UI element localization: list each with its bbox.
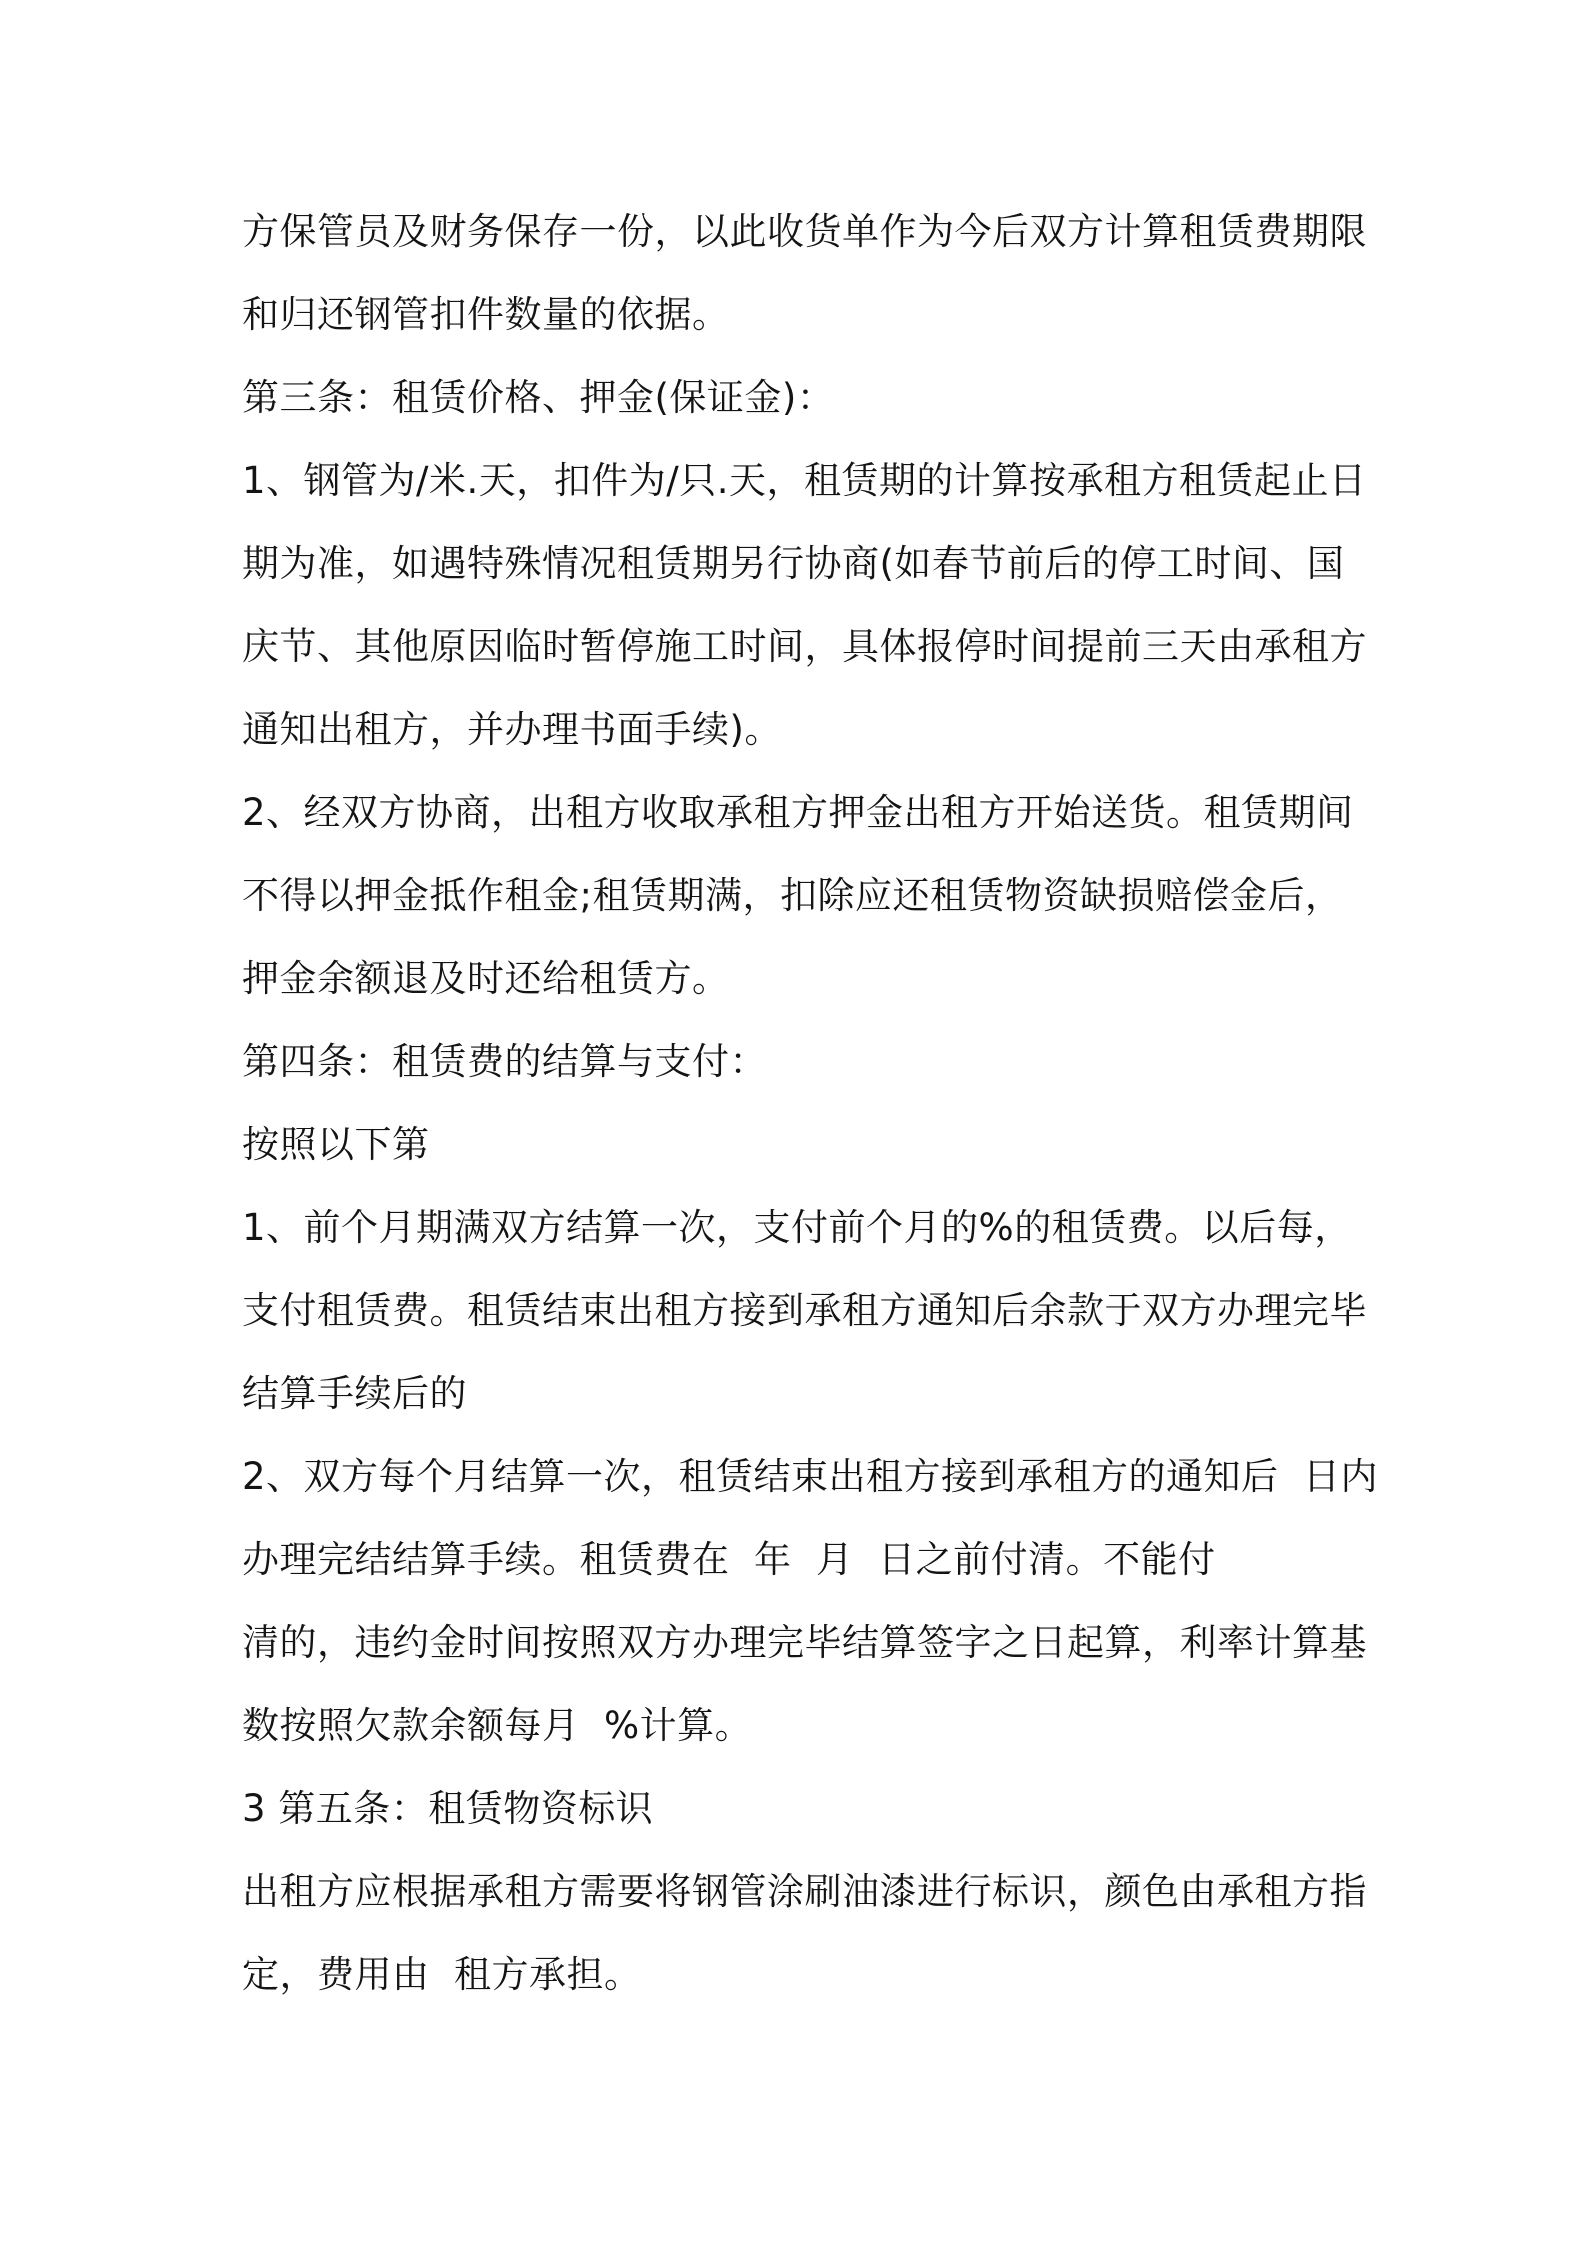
text-line: 1、钢管为/米.天，扣件为/只.天，租赁期的计算按承租方租赁起止日 (242, 459, 1367, 502)
text-line: 通知出租方，并办理书面手续)。 (242, 708, 782, 751)
text-line: 期为准，如遇特殊情况租赁期另行协商(如春节前后的停工时间、国 (242, 542, 1345, 585)
text-line: 办理完结结算手续。租赁费在 年 月 日之前付清。不能付 (242, 1538, 1216, 1581)
text-line: 2、双方每个月结算一次，租赁结束出租方接到承租方的通知后 日内 (242, 1455, 1379, 1498)
text-line: 定，费用由 租方承担。 (242, 1953, 642, 1996)
section-heading: 第三条：租赁价格、押金(保证金)： (242, 376, 835, 419)
text-line: 数按照欠款余额每月 %计算。 (242, 1704, 753, 1747)
text-line: 出租方应根据承租方需要将钢管涂刷油漆进行标识，颜色由承租方指 (242, 1870, 1367, 1913)
text-line: 和归还钢管扣件数量的依据。 (242, 293, 730, 336)
text-line: 不得以押金抵作租金;租赁期满，扣除应还租赁物资缺损赔偿金后， (242, 874, 1343, 917)
text-line: 押金余额退及时还给租赁方。 (242, 957, 730, 1000)
text-line: 1、前个月期满双方结算一次，支付前个月的%的租赁费。以后每， (242, 1206, 1352, 1249)
text-line: 支付租赁费。租赁结束出租方接到承租方通知后余款于双方办理完毕 (242, 1289, 1367, 1332)
text-line: 清的，违约金时间按照双方办理完毕结算签字之日起算，利率计算基 (242, 1621, 1367, 1664)
section-heading: 3 第五条：租赁物资标识 (242, 1787, 654, 1830)
text-line: 按照以下第 (242, 1123, 430, 1166)
text-line: 方保管员及财务保存一份，以此收货单作为今后双方计算租赁费期限 (242, 210, 1367, 253)
text-line: 结算手续后的 (242, 1372, 467, 1415)
text-line: 2、经双方协商，出租方收取承租方押金出租方开始送货。租赁期间 (242, 791, 1354, 834)
text-line: 庆节、其他原因临时暂停施工时间，具体报停时间提前三天由承租方 (242, 625, 1367, 668)
section-heading: 第四条：租赁费的结算与支付： (242, 1040, 767, 1083)
